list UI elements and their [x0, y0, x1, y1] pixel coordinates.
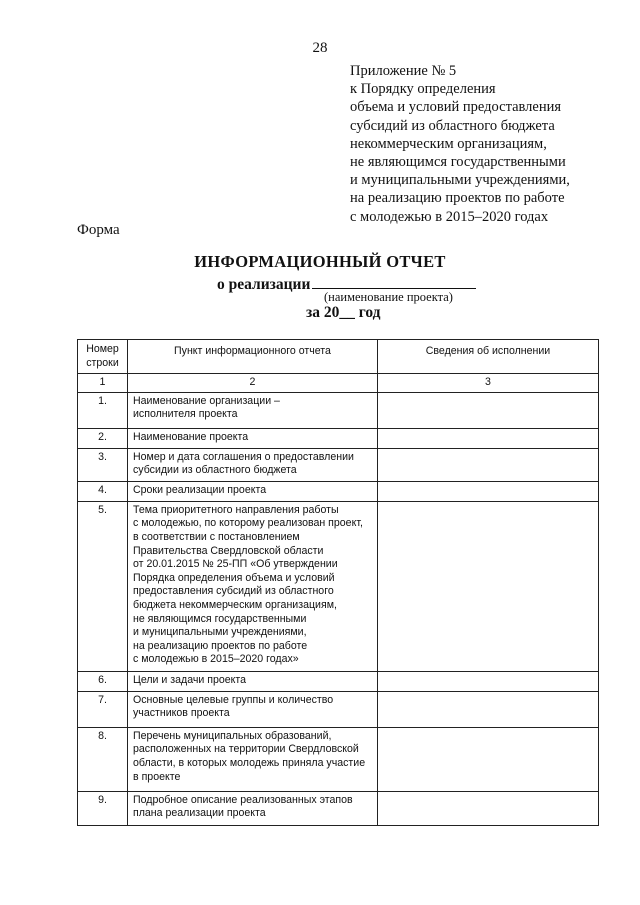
column-number: 2 — [128, 374, 378, 393]
row-info-cell[interactable] — [378, 671, 599, 691]
appendix-header — [350, 62, 630, 226]
row-number: 2. — [78, 428, 128, 448]
table-row — [78, 501, 599, 671]
row-item — [128, 481, 378, 501]
table-row — [78, 691, 599, 727]
row-item-line: Наименование проекта — [133, 430, 249, 443]
row-item-line: бюджета некоммерческим организациям, — [133, 598, 337, 611]
row-info-cell[interactable] — [378, 392, 599, 428]
header-text: Номер — [86, 343, 119, 355]
row-item-line: от 20.01.2015 № 25-ПП «Об утверждении — [133, 558, 338, 571]
column-number: 1 — [78, 374, 128, 393]
row-item-line: субсидии из областного бюджета — [133, 464, 297, 477]
table-header-row — [78, 340, 599, 374]
row-item-line: Порядка определения объема и условий — [133, 571, 335, 584]
appendix-line: с молодежью в 2015–2020 годах — [350, 208, 549, 225]
subtitle-text: о реализации — [217, 276, 311, 293]
table-row — [78, 448, 599, 481]
row-info-cell[interactable] — [378, 481, 599, 501]
row-number: 8. — [78, 727, 128, 791]
table-row — [78, 481, 599, 501]
project-name-blank — [312, 274, 476, 289]
row-item-line: Номер и дата соглашения о предоставлении — [133, 450, 354, 463]
appendix-line: Приложение № 5 — [350, 63, 457, 79]
row-item-line: Цели и задачи проекта — [133, 673, 247, 686]
appendix-line: к Порядку определения — [350, 81, 496, 98]
appendix-line: объема и условий предоставления — [350, 99, 562, 116]
column-number: 3 — [378, 374, 599, 393]
row-number: 6. — [78, 671, 128, 691]
table-row — [78, 392, 599, 428]
row-item-line: области, в которых молодежь приняла участие — [133, 756, 366, 769]
row-item-line: Подробное описание реализованных этапов — [133, 793, 353, 806]
row-item — [128, 448, 378, 481]
row-item-line: участников проекта — [133, 707, 230, 720]
report-table — [77, 339, 599, 826]
column-number-row — [78, 374, 599, 393]
appendix-line: не являющимся государственными — [350, 154, 566, 171]
row-item-line: Наименование организации – — [133, 394, 280, 407]
subtitle-note: (наименование проекта) — [324, 290, 453, 304]
table-row — [78, 671, 599, 691]
table-row — [78, 727, 599, 791]
appendix-line: и муниципальными учреждениями, — [350, 172, 570, 189]
appendix-line: субсидий из областного бюджета — [350, 117, 555, 134]
row-item — [128, 791, 378, 825]
row-item-line: на реализацию проектов по работе — [133, 639, 308, 652]
row-info-cell[interactable] — [378, 727, 599, 791]
row-number: 4. — [78, 481, 128, 501]
report-period: за 20__ год — [306, 304, 381, 321]
row-number: 3. — [78, 448, 128, 481]
row-item-line: Тема приоритетного направления работы — [133, 503, 339, 516]
row-info-cell[interactable] — [378, 691, 599, 727]
document-title: ИНФОРМАЦИОННЫЙ ОТЧЕТ — [194, 252, 446, 271]
row-item-line: с молодежью, по которому реализован проект, — [133, 517, 363, 530]
row-item-line: Перечень муниципальных образований, — [133, 729, 332, 742]
row-item — [128, 671, 378, 691]
row-info-cell[interactable] — [378, 448, 599, 481]
header-text: строки — [86, 356, 119, 369]
page-number: 28 — [312, 40, 328, 56]
row-item — [128, 691, 378, 727]
row-item-line: с молодежью в 2015–2020 годах» — [133, 653, 299, 666]
row-item — [128, 428, 378, 448]
row-item-line: расположенных на территории Свердловской — [133, 743, 359, 756]
header-report-item: Пункт информационного отчета — [128, 340, 378, 374]
row-item-line: предоставления субсидий из областного — [133, 585, 334, 598]
header-row-number — [78, 340, 128, 374]
form-label: Форма — [77, 222, 120, 238]
row-item-line: плана реализации проекта — [133, 807, 266, 820]
row-info-cell[interactable] — [378, 791, 599, 825]
row-item-line: в проекте — [133, 770, 181, 783]
row-item-line: Правительства Свердловской области — [133, 544, 324, 557]
row-info-cell[interactable] — [378, 428, 599, 448]
table-row — [78, 791, 599, 825]
row-number: 5. — [78, 501, 128, 671]
row-number: 9. — [78, 791, 128, 825]
row-item-line: Основные целевые группы и количество — [133, 693, 334, 706]
row-item — [128, 392, 378, 428]
table-row — [78, 428, 599, 448]
row-item-line: не являющимся государственными — [133, 612, 307, 625]
row-item-line: исполнителя проекта — [133, 408, 238, 421]
row-number: 1. — [78, 392, 128, 428]
header-execution-info: Сведения об исполнении — [378, 340, 599, 374]
row-item-line: и муниципальными учреждениями, — [133, 626, 307, 639]
appendix-line: некоммерческим организациям, — [350, 135, 547, 152]
row-item-line: в соответствии с постановлением — [133, 530, 300, 543]
row-item — [128, 727, 378, 791]
row-item-line: Сроки реализации проекта — [133, 483, 267, 496]
appendix-line: на реализацию проектов по работе — [350, 190, 565, 207]
row-number: 7. — [78, 691, 128, 727]
row-info-cell[interactable] — [378, 501, 599, 671]
row-item — [128, 501, 378, 671]
